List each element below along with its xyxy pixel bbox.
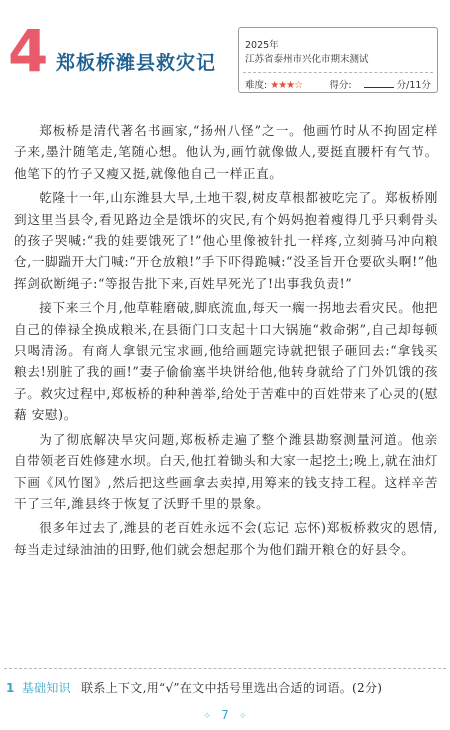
paragraph-4: 为了彻底解决旱灾问题,郑板桥走遍了整个潍县勘察测量河道。他亲自带领老百姓修建水坝。白天,他扛着锄头和大家一起挖土;晚上,就在油灯下画《风竹图》,然后把这些画拿去卖掉,用筹来的钱支持工程。这样辛苦干了三年,潍县终于恢复了沃野千里的景象。 [14, 431, 438, 511]
info-row [245, 77, 433, 91]
right-ornament-icon: ✧ [238, 711, 248, 722]
question-type: 基础知识 [21, 681, 71, 695]
difficulty-label: 难度: [245, 80, 268, 91]
score-suffix: 分/11分 [396, 80, 431, 91]
question-1 [6, 679, 382, 696]
page-number: 7 [221, 708, 229, 722]
exam-source: 江苏省泰州市兴化市期末测试 [245, 54, 369, 65]
score-label: 得分: [329, 80, 352, 91]
page-footer [0, 708, 450, 722]
star-empty-icon: ☆ [294, 80, 303, 91]
star-filled-icon: ★★★ [270, 80, 295, 91]
question-text: 联系上下文,用“√”在文中括号里选出合适的词语。(2分) [81, 681, 383, 695]
question-divider [4, 668, 446, 669]
left-ornament-icon: ✧ [202, 711, 212, 722]
paragraph-5: 很多年过去了,潍县的老百姓永远不会(忘记 忘怀)郑板桥救灾的恩情,每当走过绿油油的田野,他们就会想起那个为他们踹开粮仓的好县令。 [14, 520, 438, 557]
article-body [14, 120, 438, 560]
paragraph-2: 乾隆十一年,山东潍县大旱,土地干裂,树皮草根都被吃完了。郑板桥刚到这里当县令,看见路边全是饿坏的灾民,有个妈妈抱着瘦得几乎只剩骨头的孩子哭喊:“我的娃要饿死了!”他心里像被针扎一样疼,立刻骑马冲向粮仓,一脚踹开大门喊:“开仓放粮!”手下吓得跪喊:“没圣旨开仓要砍头啊!”他挥剑砍断绳子:“等报告批下来,百姓早死光了!出事我负责!” [14, 190, 438, 291]
score-blank[interactable] [364, 78, 394, 88]
paragraph-1: 郑板桥是清代著名书画家,“扬州八怪”之一。他画竹时从不拘固定样子来,墨汁随笔走,笔随心想。他认为,画竹就像做人,要挺直腰杆有气节。他笔下的竹子又瘦又挺,就像他自己一样正直。 [14, 123, 438, 181]
question-number: 1 [6, 681, 15, 695]
exam-info-box [238, 27, 438, 93]
difficulty-stars [270, 80, 304, 91]
lesson-title: 郑板桥潍县救灾记 [56, 52, 217, 74]
paragraph-3: 接下来三个月,他草鞋磨破,脚底流血,每天一瘸一拐地去看灾民。他把自己的俸禄全换成粮米,在县衙门口支起十口大锅施“救命粥”,自己却每顿只喝清汤。有商人拿银元宝求画,他给画题完诗就把银子砸回去:“拿钱买粮去!别脏了我的画!”妻子偷偷塞半块饼给他,他转身就给了门外饥饿的孩子。救灾过程中,郑板桥的种种善举,给处于苦难中的百姓带来了心灵的(慰藉 安慰)。 [14, 300, 438, 423]
info-divider [243, 72, 433, 73]
exam-year: 2025年 [245, 40, 279, 51]
lesson-number: 4 [8, 17, 49, 85]
